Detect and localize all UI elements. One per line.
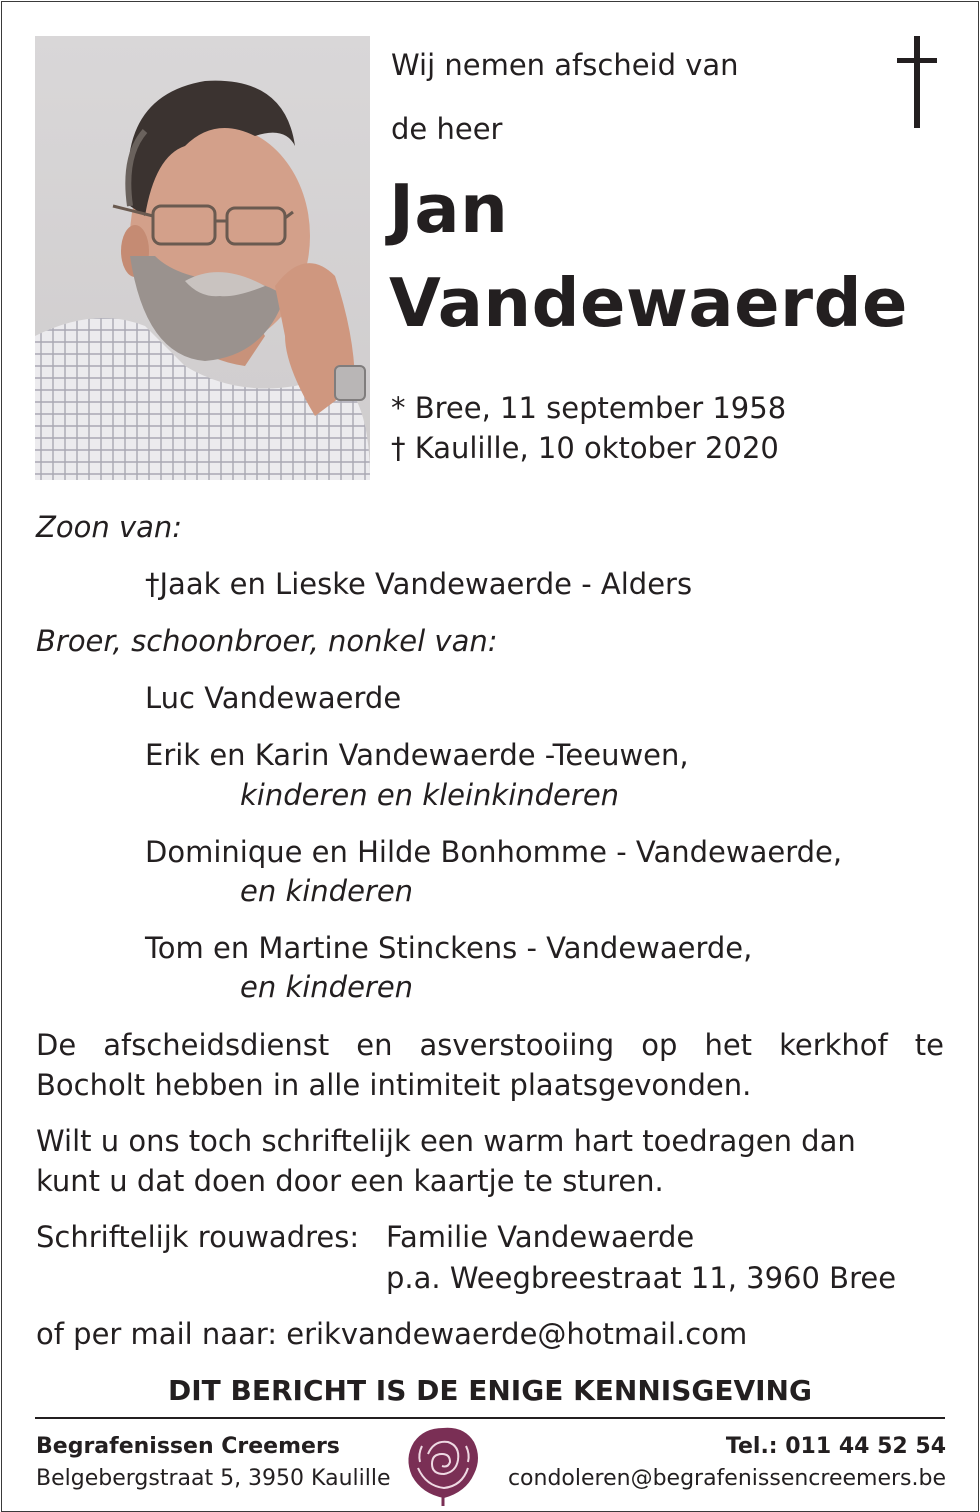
sibling-sub: kinderen en kleinkinderen <box>240 778 620 812</box>
request-line-1: Wilt u ons toch schriftelijk een warm hart toedragen dan <box>36 1124 856 1158</box>
siblings-label: Broer, schoonbroer, nonkel van: <box>36 624 498 658</box>
address-label: Schriftelijk rouwadres: <box>36 1220 360 1254</box>
sibling-name: Luc Vandewaerde <box>145 681 402 715</box>
last-name: Vandewaerde <box>389 264 908 342</box>
first-name: Jan <box>389 170 509 248</box>
death-date: † Kaulille, 10 oktober 2020 <box>391 431 779 465</box>
sibling-name: Dominique en Hilde Bonhomme - Vandewaerde, <box>145 835 843 869</box>
parents-label: Zoon van: <box>36 510 183 544</box>
intro-line-2: de heer <box>391 112 503 146</box>
footer-divider <box>35 1417 945 1419</box>
parents-names: †Jaak en Lieske Vandewaerde - Alders <box>145 567 693 601</box>
company-email: condoleren@begrafenissencreemers.be <box>507 1466 946 1491</box>
sibling-sub: en kinderen <box>240 874 414 908</box>
portrait-photo <box>35 36 370 480</box>
mail-line: of per mail naar: erikvandewaerde@hotmail.com <box>36 1317 748 1351</box>
birth-date: * Bree, 11 september 1958 <box>391 391 787 425</box>
sibling-name: Tom en Martine Stinckens - Vandewaerde, <box>145 931 753 965</box>
ceremony-line-1: De afscheidsdienst en asverstooiing op het kerkhof te <box>36 1028 944 1062</box>
official-notice: DIT BERICHT IS DE ENIGE KENNISGEVING <box>168 1374 812 1407</box>
sibling-name: Erik en Karin Vandewaerde -Teeuwen, <box>145 738 689 772</box>
rose-icon <box>404 1424 482 1506</box>
address-name: Familie Vandewaerde <box>386 1220 695 1254</box>
company-address: Belgebergstraat 5, 3950 Kaulille <box>36 1466 391 1491</box>
company-phone: Tel.: 011 44 52 54 <box>725 1434 946 1459</box>
ceremony-line-2: Bocholt hebben in alle intimiteit plaatsgevonden. <box>36 1068 752 1102</box>
sibling-sub: en kinderen <box>240 970 414 1004</box>
company-name: Begrafenissen Creemers <box>36 1434 340 1459</box>
request-line-2: kunt u dat doen door een kaartje te sturen. <box>36 1164 664 1198</box>
cross-icon <box>897 36 937 128</box>
address-street: p.a. Weegbreestraat 11, 3960 Bree <box>386 1261 897 1295</box>
intro-line-1: Wij nemen afscheid van <box>391 48 739 82</box>
